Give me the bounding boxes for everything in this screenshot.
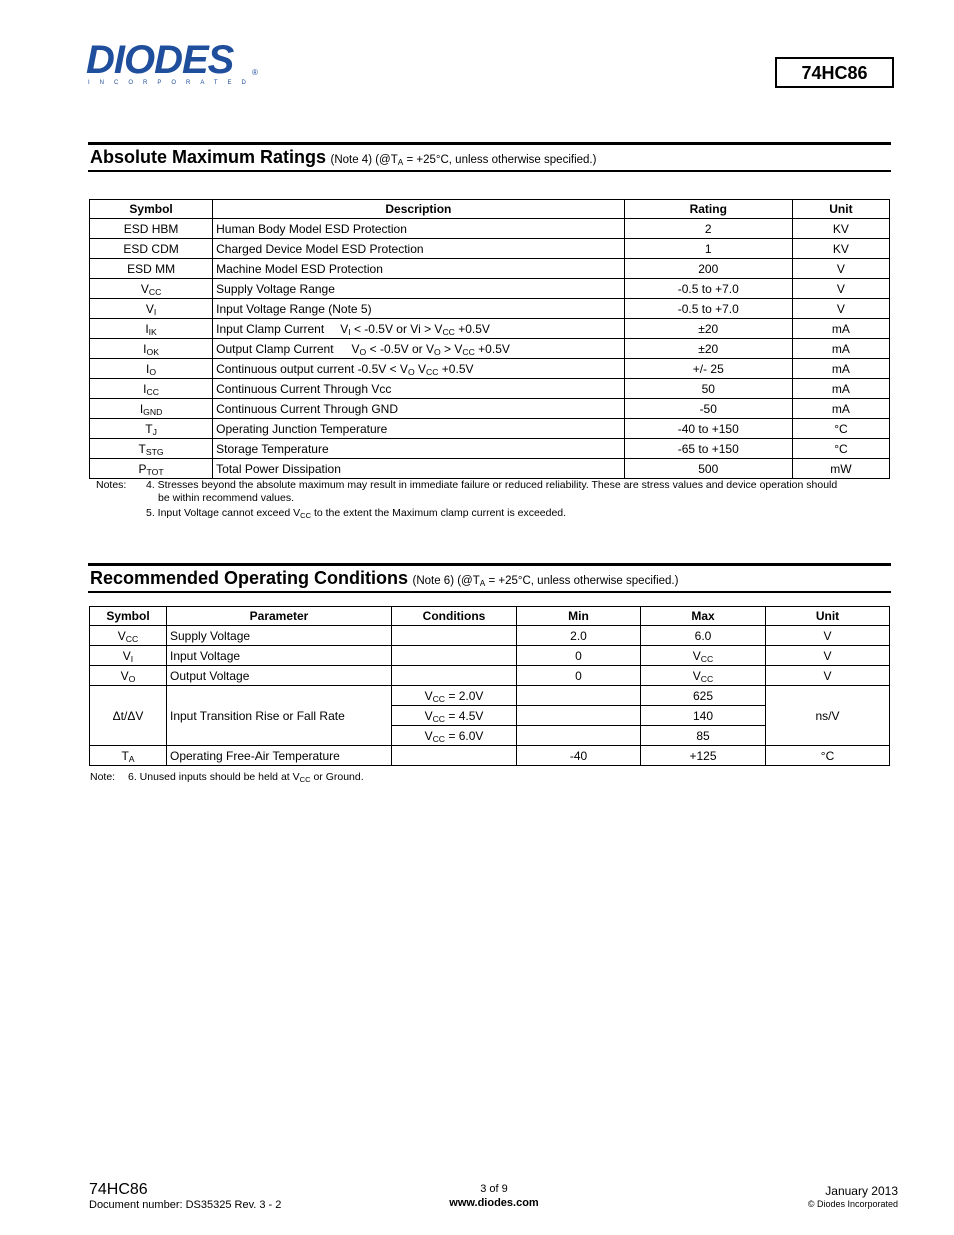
footer-website-link[interactable]: www.diodes.com: [449, 1197, 539, 1209]
note-label: Note:: [90, 771, 116, 783]
amr-table: [89, 199, 890, 479]
table-row: $V_{CC}$ Supply Voltage 2.0 6.0 V: [90, 626, 890, 646]
logo-subtext: INCORPORATED: [88, 80, 256, 86]
footer-document-number: Document number: DS35325 Rev. 3 - 2: [89, 1199, 282, 1211]
table-row: $T_{STG}$ Storage Temperature -65 to +150 °C: [90, 439, 890, 459]
roc-col-conditions: Conditions: [392, 607, 517, 626]
roc-col-unit: Unit: [766, 607, 890, 626]
logo-registered-mark: ®: [252, 68, 258, 77]
table-row: $T_J$ Operating Junction Temperature -40 to +150 °C: [90, 419, 890, 439]
table-row: $I_O$ Continuous output current $-0.5V < V_O$ $V_{CC} +0.5V$ +/- 25 mA: [90, 359, 890, 379]
table-row: $I_{OK}$ Output Clamp Current $V_O < -0.5V$ or $V_O > V_{CC} +0.5V$ ±20 mA: [90, 339, 890, 359]
footer-page-number: 3 of 9: [480, 1183, 508, 1195]
table-row: $V_O$ Output Voltage 0 $V_{CC}$ V: [90, 666, 890, 686]
part-number-box: 74HC86: [775, 57, 894, 88]
roc-col-min: Min: [517, 607, 641, 626]
roc-notes: [90, 771, 790, 784]
note-5: 5. Input Voltage cannot exceed $V_{CC}$ to the extent the Maximum clamp current is exceeded.: [146, 507, 567, 520]
notes-label: Notes:: [96, 479, 127, 491]
amr-title-note: (Note 4) ($@T_A = +25^\circ C$, unless otherwise specified.): [330, 154, 597, 168]
table-row: ESD CDM Charged Device Model ESD Protection 1 KV: [90, 239, 890, 259]
footer-part-number: 74HC86: [89, 1181, 148, 1198]
table-row: ESD HBM Human Body Model ESD Protection 2 KV: [90, 219, 890, 239]
amr-col-rating: Rating: [624, 200, 792, 219]
table-row: Δt/ΔV Input Transition Rise or Fall Rate $V_{CC} = 2.0V$ 625 ns/V: [90, 686, 890, 706]
table-row: $I_{GND}$ Continuous Current Through GND -50 mA: [90, 399, 890, 419]
diodes-logo: [86, 38, 258, 88]
footer-copyright: © Diodes Incorporated: [807, 1199, 898, 1209]
logo-wordmark: DIODES: [86, 38, 234, 82]
table-row: $V_{CC} = 4.5V$ 140: [90, 706, 890, 726]
table-row: $I_{CC}$ Continuous Current Through Vcc 50 mA: [90, 379, 890, 399]
table-row: $V_I$ Input Voltage Range (Note 5) -0.5 to +7.0 V: [90, 299, 890, 319]
footer-date: January 2013: [825, 1184, 898, 1198]
amr-notes: [96, 479, 886, 520]
roc-col-symbol: Symbol: [90, 607, 167, 626]
table-row: $P_{TOT}$ Total Power Dissipation 500 mW: [90, 459, 890, 479]
table-row: $V_{CC} = 6.0V$ 85: [90, 726, 890, 746]
roc-section-header: [88, 563, 891, 593]
roc-header-row: [90, 607, 890, 626]
table-row: $T_A$ Operating Free-Air Temperature -40 +125 °C: [90, 746, 890, 766]
roc-col-max: Max: [641, 607, 766, 626]
table-row: $V_I$ Input Voltage 0 $V_{CC}$ V: [90, 646, 890, 666]
note-6: 6. Unused inputs should be held at $V_{CC}$ or Ground.: [128, 771, 364, 784]
roc-title: Recommended Operating Conditions: [90, 568, 409, 588]
table-row: $I_{IK}$ Input Clamp Current $V_I < -0.5V$ or $Vi > V_{CC} +0.5V$ ±20 mA: [90, 319, 890, 339]
amr-col-description: Description: [213, 200, 625, 219]
amr-col-symbol: Symbol: [90, 200, 213, 219]
table-row: $V_{CC}$ Supply Voltage Range -0.5 to +7.0 V: [90, 279, 890, 299]
note-4-cont: be within recommend values.: [158, 492, 294, 504]
table-row: ESD MM Machine Model ESD Protection 200 V: [90, 259, 890, 279]
note-4: 4. Stresses beyond the absolute maximum may result in immediate failure or reduced reliability. These are stress values and device operation should: [146, 479, 838, 491]
roc-title-note: (Note 6) ($@T_A = +25^\circ C$, unless otherwise specified.): [412, 575, 679, 589]
roc-col-parameter: Parameter: [167, 607, 392, 626]
roc-table: [89, 606, 890, 766]
amr-section-header: [88, 142, 891, 172]
amr-header-row: [90, 200, 890, 219]
amr-col-unit: Unit: [792, 200, 889, 219]
amr-title: Absolute Maximum Ratings: [90, 147, 327, 167]
